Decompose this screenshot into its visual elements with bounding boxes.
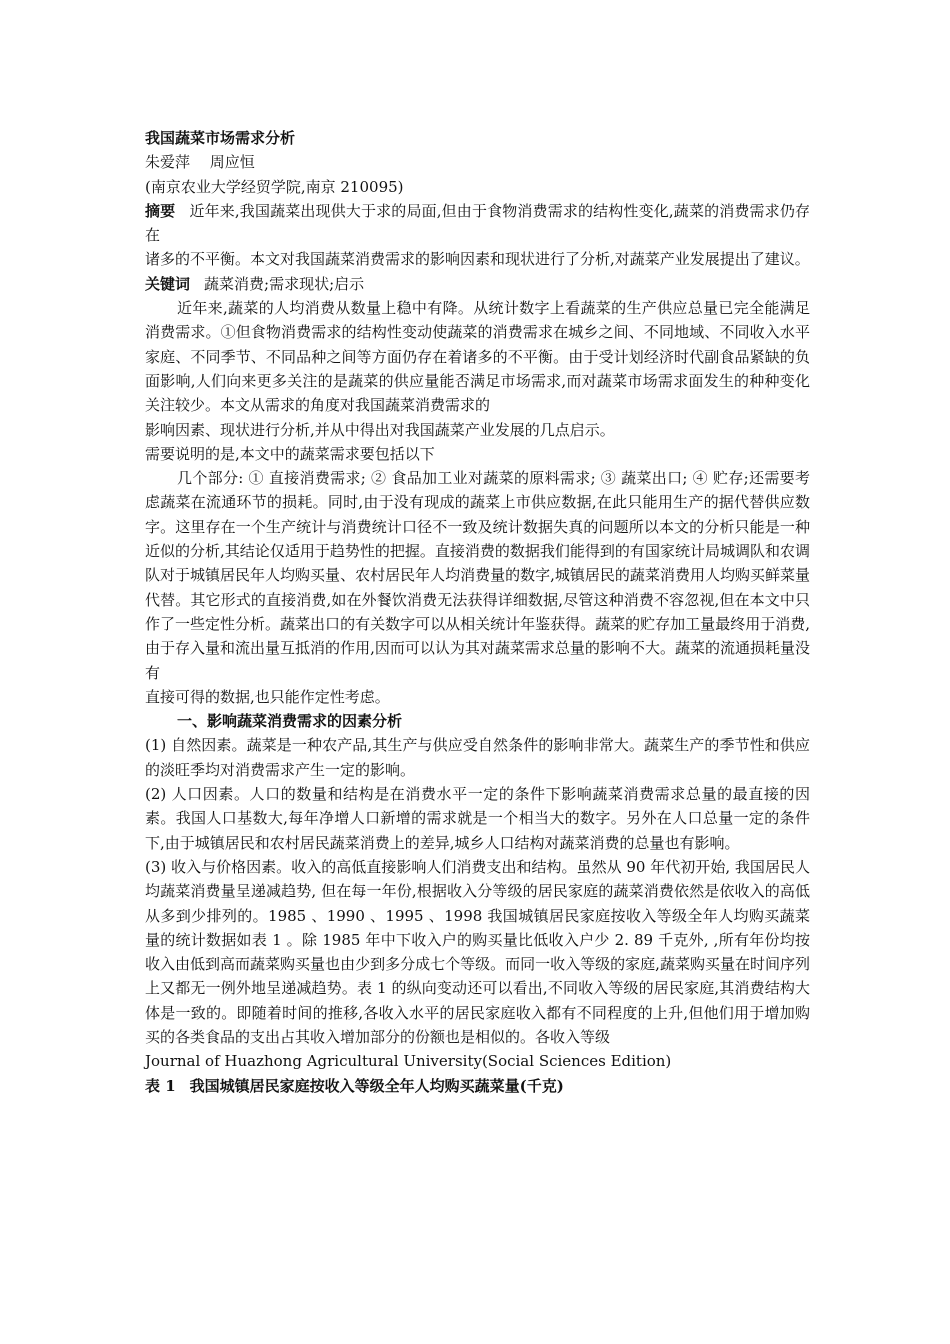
abstract-text-1: 近年来,我国蔬菜出现供大于求的局面,但由于食物消费需求的结构性变化,蔬菜的消费需求仍存在 bbox=[145, 201, 810, 245]
keywords bbox=[145, 272, 810, 296]
body-paragraph-5: 直接可得的数据,也只能作定性考虑。 bbox=[145, 687, 390, 706]
table-caption-label: 表 1 bbox=[145, 1076, 176, 1095]
factor-population: (2) 人口因素。人口的数量和结构是在消费水平一定的条件下影响蔬菜消费需求总量的最直接的因素。我国人口基数大,每年净增人口新增的需求就是一个相当大的数字。另外在人口总量一定的条件下,由于城镇居民和农村居民蔬菜消费上的差异,城乡人口结构对蔬菜消费的总量也有影响。 bbox=[145, 785, 810, 852]
factor-income-price: (3) 收入与价格因素。收入的高低直接影响人们消费支出和结构。虽然从 90 年代初开始, 我国居民人均蔬菜消费量呈递减趋势, 但在每一年份,根据收入分等级的居民家庭的蔬菜消费依然是依收入的高低从多到少排列的。1985 、1990 、1995 、1998 我国城镇居民家庭按收入等级全年人均购买蔬菜量的统计数据如表 1 。除 1985 年中下收入户的购买量比低收入户少 2. 89 千克外, ,所有年份均按收入由低到高而蔬菜购买量也由少到多分成七个等级。而同一收入等级的家庭,蔬菜购买量在时间序列上又都无一例外地呈递减趋势。表 1 的纵向变动还可以看出,不同收入等级的居民家庭,其消费结构大体是一致的。即随着时间的推移,各收入水平的居民家庭收入都有不同程度的上升,但他们用于增加购买的各类食品的支出占其收入增加部分的份额也是相似的。各收入等级 bbox=[145, 857, 810, 1046]
article-title: 我国蔬菜市场需求分析 bbox=[145, 129, 296, 147]
body-paragraph-4: 几个部分: ① 直接消费需求; ② 食品加工业对蔬菜的原料需求; ③ 蔬菜出口; ④ 贮存;还需要考虑蔬菜在流通环节的损耗。同时,由于没有现成的蔬菜上市供应数据,在此只能用生产的据代替供应数字。这里存在一个生产统计与消费统计口径不一致及统计数据失真的问题所以本文的分析只能是一种近似的分析,其结论仅适用于趋势性的把握。直接消费的数据我们能得到的有国家统计局城调队和农调队对于城镇居民年人均购买量、农村居民年人均消费量的数字,城镇居民的蔬菜消费用人均购买鲜菜量代替。其它形式的直接消费,如在外餐饮消费无法获得详细数据,尽管这种消费不容忽视,但在本文中只作了一些定性分析。蔬菜出口的有关数字可以从相关统计年鉴获得。蔬菜的贮存加工量最终用于消费,由于存入量和流出量互抵消的作用,因而可以认为其对蔬菜需求总量的影响不大。蔬菜的流通损耗量没有 bbox=[145, 469, 810, 682]
abstract-text-2: 诸多的不平衡。本文对我国蔬菜消费需求的影响因素和现状进行了分析,对蔬菜产业发展提出了建议。 bbox=[145, 250, 810, 269]
factor-natural: (1) 自然因素。蔬菜是一种农产品,其生产与供应受自然条件的影响非常大。蔬菜生产的季节性和供应的淡旺季均对消费需求产生一定的影响。 bbox=[145, 736, 810, 779]
body-paragraph-2: 影响因素、现状进行分析,并从中得出对我国蔬菜产业发展的几点启示。 bbox=[145, 420, 615, 439]
body-paragraph-3: 需要说明的是,本文中的蔬菜需求要包括以下 bbox=[145, 444, 435, 463]
journal-name: Journal of Huazhong Agricultural University(Social Sciences Edition) bbox=[145, 1052, 672, 1071]
table-caption bbox=[145, 1074, 810, 1098]
affiliation: (南京农业大学经贸学院,南京 210095) bbox=[145, 177, 404, 196]
body-paragraph-1: 近年来,蔬菜的人均消费从数量上稳中有降。从统计数字上看蔬菜的生产供应总量已完全能满足消费需求。①但食物消费需求的结构性变动使蔬菜的消费需求在城乡之间、不同地域、不同收入水平家庭、不同季节、不同品种之间等方面仍存在着诸多的不平衡。由于受计划经济时代副食品紧缺的负面影响,人们向来更多关注的是蔬菜的供应量能否满足市场需求,而对蔬菜市场需求面发生的种种变化关注较少。本文从需求的角度对我国蔬菜消费需求的 bbox=[145, 299, 810, 415]
abstract-label: 摘要 bbox=[145, 201, 176, 220]
keywords-label: 关键词 bbox=[145, 274, 191, 293]
document-page bbox=[145, 126, 810, 1098]
table-caption-text: 我国城镇居民家庭按收入等级全年人均购买蔬菜量(千克) bbox=[189, 1076, 564, 1095]
keywords-text: 蔬菜消费;需求现状;启示 bbox=[204, 274, 365, 293]
abstract bbox=[145, 199, 810, 248]
authors: 朱爱萍 周应恒 bbox=[145, 153, 255, 172]
section-heading: 一、影响蔬菜消费需求的因素分析 bbox=[177, 712, 403, 731]
